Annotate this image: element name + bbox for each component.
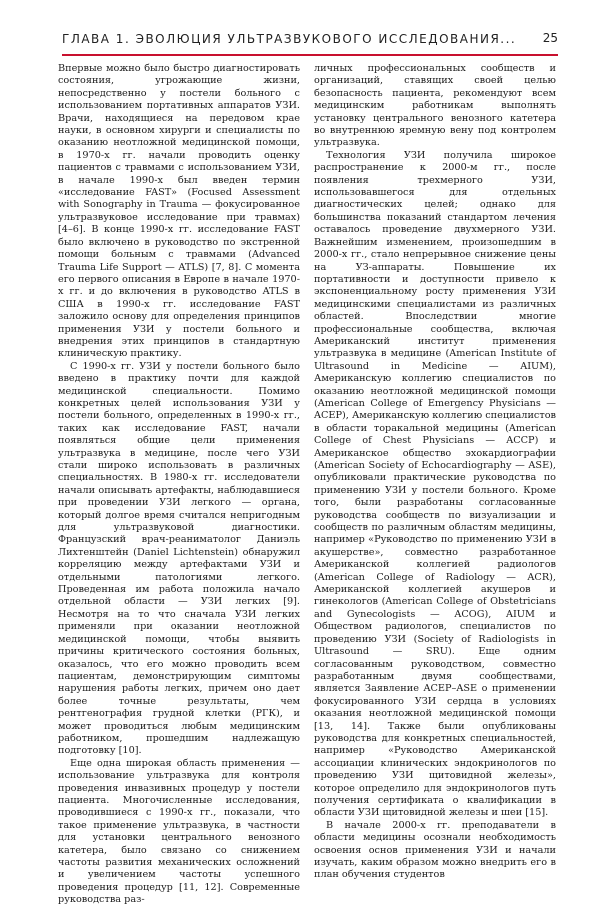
paragraph: Впервые можно было быстро диагностировать состояния, угрожающие жизни, непосредственно у постели больного с использованием портативных аппаратов УЗИ. Врачи, находящиеся на передовом крае науки, в основном хирурги и специалисты по оказанию неотложной медицинской помощи, в 1970-х гг. начали проводить оценку пациентов с травмами с использованием УЗИ, в начале 1990-х был введен термин «исследование FAST» (Focused Assessment with Sonography in Trauma — фокусированное ультразвуковое исследование при травмах) [4–6]. В конце 1990-х гг. исследование FAST было включено в руководство по экстренной помощи больным с травмами (Advanced Trauma Life Support — ATLS) [7, 8]. С момента его первого описания в Европе в начале 1970-х гг. и до включения в руководство ATLS в США в 1990-х гг. исследование FAST заложило основу для определения принципов применения УЗИ у постели больного и внедрения этих принципов в стандартную клиническую практику. <box>58 63 300 360</box>
paragraph: Еще одна широкая область применения — использование ультразвука для контроля проведения инвазивных процедур у постели пациента. Многочисленные исследования, проводившиеся с 1990-х гг., показали, что такое применение ультразвука, в частности для установки центрального венозного катетера, было связано со снижением частоты развития механических осложнений и увеличением частоты успешного проведения процедур [11, 12]. Современные руководства раз- <box>58 757 300 906</box>
page-number: 25 <box>542 31 558 45</box>
right-column <box>314 63 556 881</box>
running-header <box>0 0 600 58</box>
chapter-title: ГЛАВА 1. ЭВОЛЮЦИЯ УЛЬТРАЗВУКОВОГО ИССЛЕДОВАНИЯ... <box>62 32 517 46</box>
paragraph: Технология УЗИ получила широкое распространение к 2000-м гг., после появления трехмерного УЗИ, использовавшегося для отдельных диагностических целей; однако для большинства показаний стандартом лечения оставалось проведение двухмерного УЗИ. Важнейшим изменением, произошедшим в 2000-х гг., стало непрерывное снижение цены на УЗ-аппараты. Повышение их портативности и доступности привело к экспоненциальному росту применения УЗИ медицинскими специалистами из различных областей. Впоследствии многие профессиональные сообщества, включая Американский институт применения ультразвука в медицине (American Institute of Ultrasound in Medicine — AIUM), Американскую коллегию специалистов по оказанию неотложной медицинской помощи (American College of Emergency Physicians — ACEP), Американскую коллегию специалистов в области торакальной медицины (American College of Chest Physicians — ACCP) и Американское общество эхокардиографии (American Society of Echocardiography — ASE), опубликовали практические руководства по применению УЗИ у постели больного. Кроме того, были разработаны согласованные руководства сообществ по визуализации и сообществ по различным областям медицины, например «Руководство по применению УЗИ в акушерстве», совместно разработанное Американской коллегией радиологов (American College of Radiology — ACR), Американской коллегией акушеров и гинекологов (American College of Obstetricians and Gynecologists — ACOG), AIUM и Обществом радиологов, специалистов по проведению УЗИ (Society of Radiologists in Ultrasound — SRU). Еще одним согласованным руководством, совместно разработанным двумя сообществами, является Заявление ACEP–ASE о применении фокусированного УЗИ сердца в условиях оказания неотложной медицинской помощи [13, 14]. Также были опубликованы руководства для конкретных специальностей, например «Руководство Американской ассоциации клинических эндокринологов по проведению УЗИ щитовидной железы», которое определило для эндокринологов путь получения сертификата о квалификации в области УЗИ щитовидной железы и шеи [15]. <box>314 149 556 819</box>
paragraph: В начале 2000-х гг. преподаватели в области медицины осознали необходимость освоения основ применения УЗИ и начали изучать, каким образом можно внедрить его в план обучения студентов <box>314 819 556 881</box>
left-column <box>58 63 300 906</box>
header-rule <box>62 54 558 56</box>
paragraph: С 1990-х гг. УЗИ у постели больного было введено в практику почти для каждой медицинской специальности. Помимо конкретных целей использования УЗИ у постели больного, определенных в 1990-х гг., таких как исследование FAST, начали появляться общие цели применения ультразвука в медицине, после чего УЗИ стали широко использовать в различных специальностях. В 1980-х гг. исследователи начали описывать артефакты, наблюдавшиеся при проведении УЗИ легкого — органа, который долгое время считался непригодным для ультразвуковой диагностики. Французский врач-реаниматолог Даниэль Лихтенштейн (Daniel Lichtenstein) обнаружил корреляцию между артефактами УЗИ и отдельными патологиями легкого. Проведенная им работа положила начало отдельной области — УЗИ легких [9]. Несмотря на то что сначала УЗИ легких применяли при оказании неотложной медицинской помощи, чтобы выявить причины критического состояния больных, оказалось, что его можно проводить всем пациентам, демонстрирующим симптомы нарушения работы легких, причем оно дает более точные результаты, чем рентгенография грудной клетки (РГК), и может проводиться любым медицинским работником, прошедшим надлежащую подготовку [10]. <box>58 360 300 757</box>
paragraph: личных профессиональных сообществ и организаций, ставящих своей целью безопасность пациента, рекомендуют всем медицинским работникам выполнять установку центрального венозного катетера во внутреннюю яремную вену под контролем ультразвука. <box>314 63 556 149</box>
